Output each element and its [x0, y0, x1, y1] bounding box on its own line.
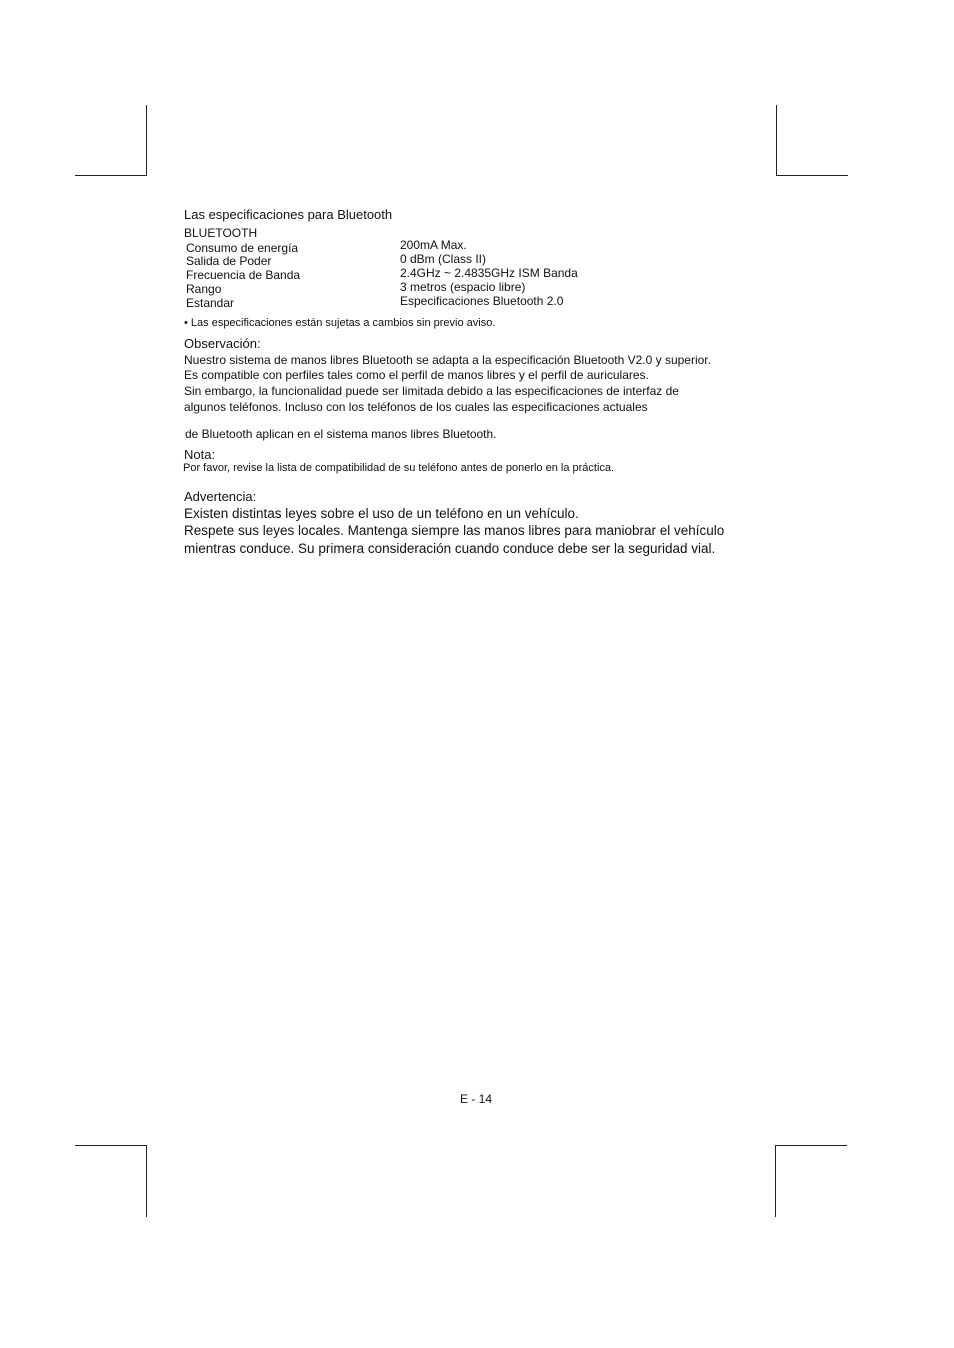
spec-value: 0 dBm (Class II): [400, 252, 487, 266]
observation-line: algunos teléfonos. Incluso con los teléfonos de los cuales las especificaciones actuales: [184, 400, 648, 414]
observation-line: Nuestro sistema de manos libres Bluetooth se adapta a la especificación Bluetooth V2.0 y superior.: [184, 353, 711, 367]
crop-mark-top-left-vertical: [146, 105, 147, 176]
spec-value: 2.4GHz ~ 2.4835GHz ISM Banda: [400, 266, 578, 280]
bluetooth-section-label: BLUETOOTH: [184, 226, 258, 240]
spec-label: Salida de Poder: [186, 254, 272, 268]
page-number: E - 14: [460, 1092, 493, 1106]
spec-value: 3 metros (espacio libre): [400, 280, 526, 294]
note-text: Por favor, revise la lista de compatibilidad de su teléfono antes de ponerlo en la práctica.: [183, 462, 615, 474]
warning-line: Respete sus leyes locales. Mantenga siempre las manos libres para maniobrar el vehículo: [184, 523, 725, 538]
spec-label: Rango: [186, 282, 222, 296]
crop-mark-bottom-left-vertical: [146, 1145, 147, 1217]
spec-heading: Las especificaciones para Bluetooth: [184, 207, 393, 222]
crop-mark-top-right-vertical: [776, 105, 777, 176]
spec-label: Estandar: [186, 296, 235, 310]
warning-line: mientras conduce. Su primera consideración cuando conduce debe ser la seguridad vial.: [184, 541, 716, 556]
spec-label: Consumo de energía: [186, 241, 299, 255]
warning-title: Advertencia:: [184, 489, 257, 504]
observation-line: Sin embargo, la funcionalidad puede ser limitada debido a las especificaciones de interfaz de: [184, 384, 679, 398]
spec-change-notice: • Las especificaciones están sujetas a cambios sin previo aviso.: [184, 317, 496, 329]
spec-value: 200mA Max.: [400, 238, 467, 252]
crop-mark-bottom-right-vertical: [775, 1145, 776, 1217]
spec-label: Frecuencia de Banda: [186, 268, 301, 282]
crop-mark-top-left-horizontal: [75, 175, 147, 176]
crop-mark-bottom-left-horizontal: [75, 1145, 147, 1146]
warning-line: Existen distintas leyes sobre el uso de un teléfono en un vehículo.: [184, 506, 579, 521]
observation-title: Observación:: [184, 336, 261, 351]
crop-mark-top-right-horizontal: [776, 175, 848, 176]
spec-value: Especificaciones Bluetooth 2.0: [400, 294, 564, 308]
observation-line: de Bluetooth aplican en el sistema manos libres Bluetooth.: [185, 427, 497, 441]
crop-mark-bottom-right-horizontal: [775, 1145, 847, 1146]
observation-line: Es compatible con perfiles tales como el perfil de manos libres y el perfil de auriculares.: [184, 368, 649, 382]
note-title: Nota:: [184, 447, 216, 462]
